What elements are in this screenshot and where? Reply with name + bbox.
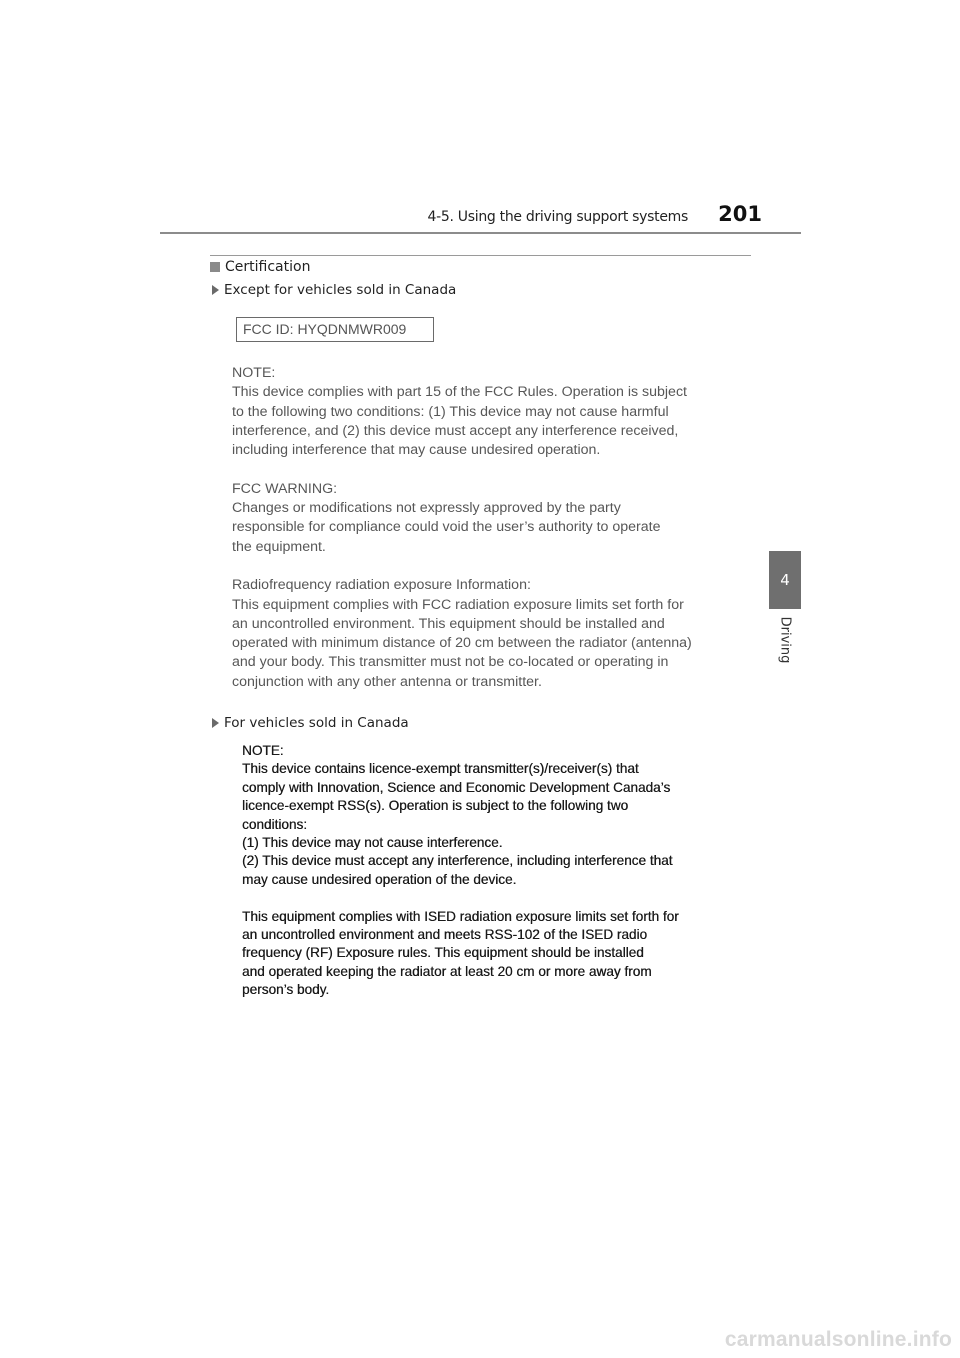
section-heading bbox=[210, 259, 310, 275]
header-divider bbox=[160, 232, 801, 234]
watermark: carmanualsonline.info bbox=[724, 1328, 952, 1351]
ised-exposure-paragraph: This equipment complies with ISED radiation exposure limits set forth for an uncontrolled environment and meets RSS-102 of the ISED radio frequency (RF) Exposure rules. This equipment should be installed and operated keeping the radiator at least 20 cm or more away from person’s body. bbox=[242, 908, 679, 998]
us-subheading bbox=[212, 282, 456, 298]
page-number: 201 bbox=[718, 202, 762, 226]
chapter-tab: 4 bbox=[769, 551, 801, 609]
fcc-notice-text bbox=[232, 364, 752, 692]
chapter-label: Driving bbox=[777, 616, 793, 664]
ised-notice-text bbox=[242, 742, 742, 1000]
fcc-note-paragraph: NOTE: This device complies with part 15 of the FCC Rules. Operation is subject to the following two conditions: (1) This device may not cause harmful interference, and (2) this device must accept any interference received, including interference that may cause undesired operation. bbox=[232, 365, 687, 459]
ised-note-paragraph: NOTE: This device contains licence-exempt transmitter(s)/receiver(s) that comply with Innovation, Science and Economic Development Canada’s licence-exempt RSS(s). Operation is subject to the following two conditions: (1) This device may not cause interference. (2) This device must accept any interference, including interference that may cause undesired operation of the device. bbox=[242, 743, 673, 887]
rf-exposure-paragraph: Radiofrequency radiation exposure Information: This equipment complies with FCC radiation exposure limits set forth for an uncontrolled environment. This equipment should be installed and operated with minimum distance of 20 cm between the radiator (antenna) and your body. This transmitter must not be co-located or operating in conjunction with any other antenna or transmitter. bbox=[232, 577, 692, 690]
fcc-id-label: FCC ID: HYQDNMWR009 bbox=[236, 317, 434, 342]
header-section-title: 4-5. Using the driving support systems bbox=[427, 209, 688, 225]
canada-subheading-text: For vehicles sold in Canada bbox=[224, 715, 409, 731]
triangle-bullet-icon bbox=[212, 718, 219, 728]
triangle-bullet-icon bbox=[212, 285, 219, 295]
section-heading-text: Certification bbox=[225, 259, 311, 275]
fcc-warning-paragraph: FCC WARNING: Changes or modifications not expressly approved by the party responsible for compliance could void the user’s authority to operate the equipment. bbox=[232, 480, 661, 555]
canada-subheading bbox=[212, 715, 409, 731]
square-bullet-icon bbox=[210, 262, 220, 272]
us-subheading-text: Except for vehicles sold in Canada bbox=[224, 282, 457, 298]
section-divider bbox=[210, 255, 751, 256]
